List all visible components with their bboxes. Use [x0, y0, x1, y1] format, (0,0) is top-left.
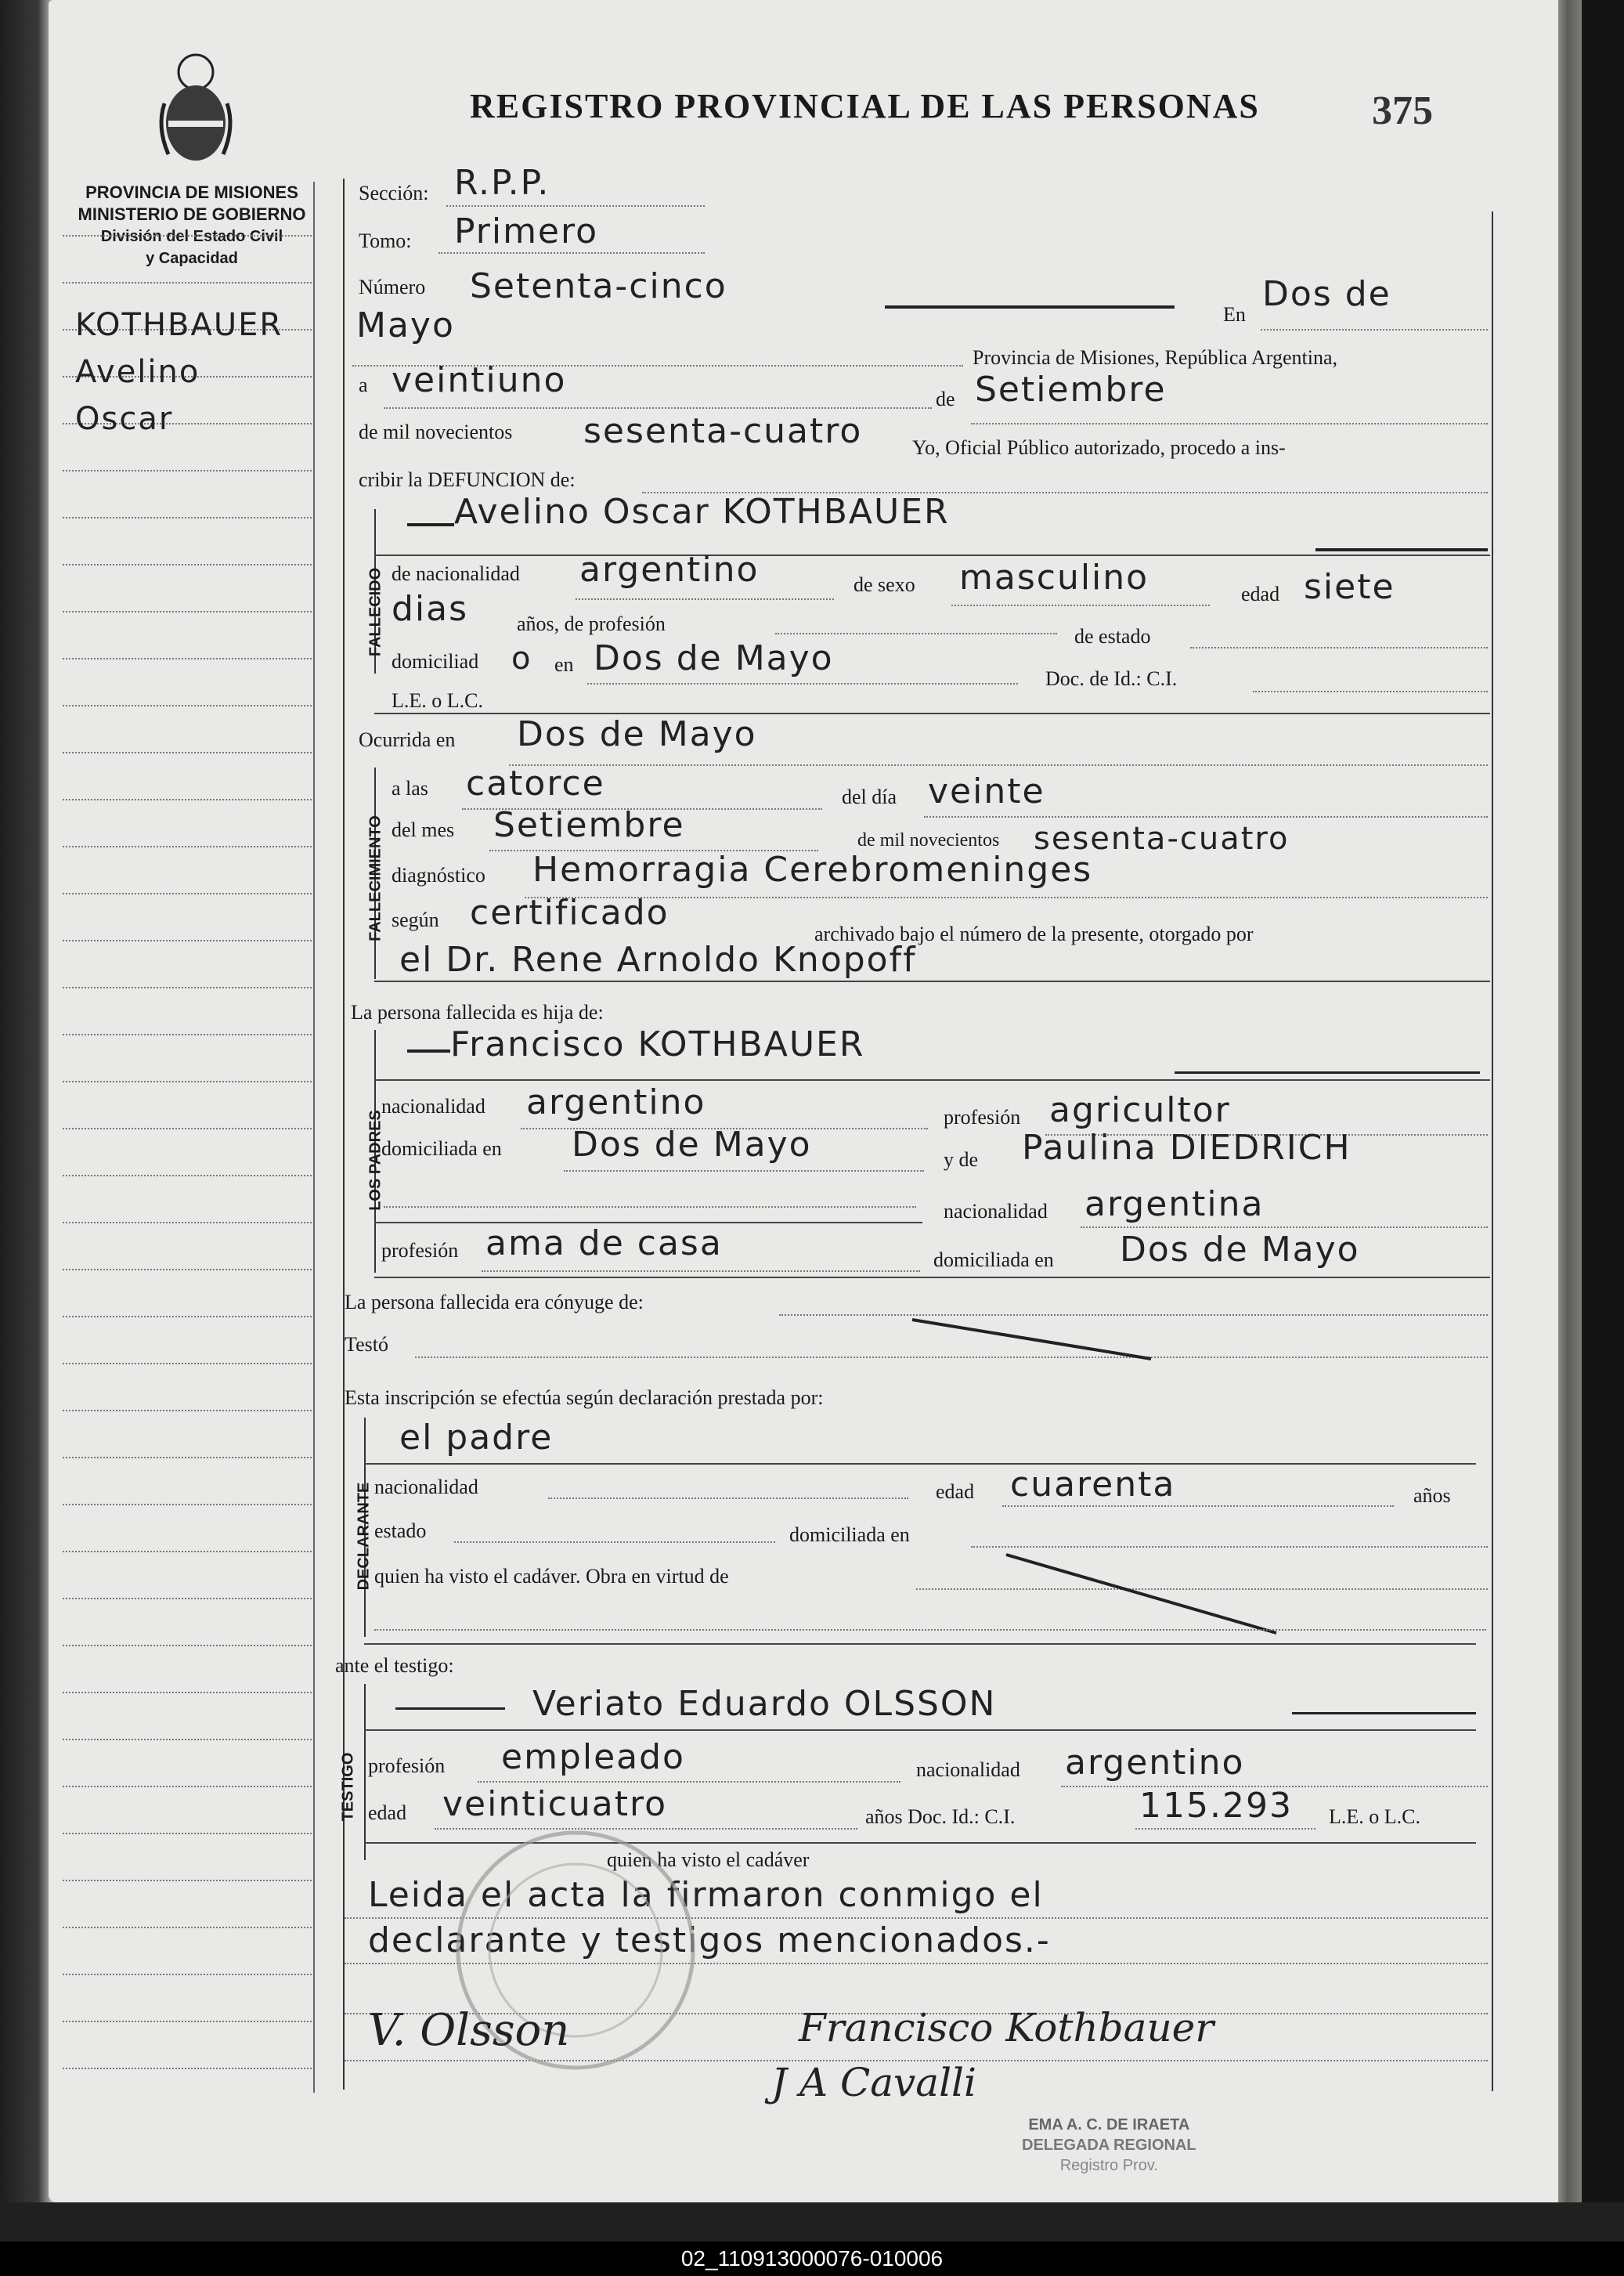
margin-note-firstname: Avelino — [75, 354, 200, 390]
margin-rule — [63, 987, 312, 988]
margin-note-middlename: Oscar — [75, 401, 174, 437]
margin-rule — [63, 235, 312, 237]
margin-rule — [63, 1175, 312, 1176]
margin-rule — [63, 564, 312, 565]
closing-line-1: Leida el acta la firmaron conmigo el — [368, 1875, 1044, 1915]
value-testigo: Veriato Eduardo OLSSON — [532, 1684, 997, 1724]
value-testigo-ci: 115.293 — [1139, 1786, 1293, 1826]
label-a: a — [359, 374, 368, 396]
tomo-line — [438, 252, 705, 254]
margin-divider — [313, 182, 315, 2093]
label-testigo-profesion: profesión — [368, 1754, 446, 1777]
del-dia-line — [924, 816, 1488, 818]
margin-rule — [63, 1128, 312, 1129]
margin-rule — [63, 1316, 312, 1317]
margin-rule — [63, 1034, 312, 1035]
a-line — [384, 407, 932, 409]
officer-stamp-line-1: EMA A. C. DE IRAETA — [1028, 2116, 1190, 2133]
issuer-line-4: y Capacidad — [146, 250, 238, 267]
value-madre-domicilio: Dos de Mayo — [1120, 1230, 1360, 1270]
label-madre-nacionalidad: nacionalidad — [944, 1200, 1048, 1223]
margin-rule — [63, 1974, 312, 1975]
value-padre: Francisco KOTHBAUER — [450, 1024, 865, 1064]
value-de-mes: Setiembre — [975, 370, 1167, 410]
testigo-ci-line — [1135, 1828, 1315, 1830]
testigo-dash — [395, 1707, 505, 1710]
label-testo: Testó — [345, 1333, 388, 1356]
label-hija-de: La persona fallecida es hija de: — [351, 1001, 604, 1024]
label-en-dom: en — [554, 653, 574, 676]
label-ante-testigo: ante el testigo: — [335, 1654, 454, 1677]
value-en: Dos de — [1262, 274, 1391, 314]
label-declarante-estado: estado — [374, 1519, 427, 1542]
padre-dash — [407, 1049, 450, 1053]
label-cribir: cribir la DEFUNCION de: — [359, 468, 576, 491]
value-padre-nacionalidad: argentino — [526, 1082, 706, 1122]
value-de-mil: sesenta-cuatro — [583, 411, 863, 451]
value-madre-nacionalidad: argentina — [1084, 1184, 1265, 1224]
de-mes-line — [971, 423, 1488, 424]
issuer-line-2: MINISTERIO DE GOBIERNO — [78, 204, 306, 224]
label-padre-profesion: profesión — [944, 1106, 1021, 1129]
label-le-lc: L.E. o L.C. — [392, 689, 483, 712]
folio-number: 375 — [1372, 89, 1433, 133]
declarante-edad-line — [1002, 1505, 1394, 1507]
coat-of-arms-icon — [153, 49, 239, 166]
label-y-de: y de — [944, 1148, 979, 1171]
value-ocurrida: Dos de Mayo — [517, 714, 757, 754]
closing-line-2: declarante y testigos mencionados.- — [368, 1920, 1051, 1960]
label-yo: Yo, Oficial Público autorizado, procedo a ins- — [912, 436, 1286, 459]
label-de-mil: de mil novecientos — [359, 421, 513, 443]
margin-rule — [63, 517, 312, 518]
madre-profesion-line — [482, 1270, 920, 1272]
value-numero: Setenta-cinco — [470, 266, 727, 306]
margin-rule — [63, 940, 312, 941]
value-declarante: el padre — [399, 1418, 554, 1458]
margin-rule — [63, 1269, 312, 1270]
label-conyuge: La persona fallecida era cónyuge de: — [345, 1291, 644, 1313]
margin-rule — [63, 1786, 312, 1787]
value-edad: siete — [1304, 567, 1395, 607]
margin-rule — [63, 893, 312, 894]
margin-rule — [63, 470, 312, 471]
margin-rule — [63, 752, 312, 753]
nombre-dash — [407, 523, 454, 526]
value-testigo-edad: veinticuatro — [442, 1784, 668, 1824]
label-seccion: Sección: — [359, 182, 429, 204]
book-left-edge — [0, 0, 55, 2202]
margin-rule — [63, 658, 312, 659]
side-label-fallecido: FALLECIDO — [366, 567, 384, 657]
signature-oficial: J A Cavalli — [771, 2060, 977, 2105]
declarante-blank-line — [374, 1629, 1486, 1631]
value-padre-domicilio: Dos de Mayo — [572, 1125, 812, 1165]
label-madre-domiciliada: domiciliada en — [933, 1248, 1054, 1271]
book-spine — [1558, 0, 1582, 2202]
label-declarante-nacionalidad: nacionalidad — [374, 1476, 478, 1498]
domicilio-line — [587, 683, 1018, 685]
label-de-mil-nov: de mil novecientos — [857, 830, 1000, 851]
label-testigo-le: L.E. o L.C. — [1329, 1805, 1420, 1828]
margin-rule — [63, 1692, 312, 1693]
value-seccion: R.P.P. — [454, 163, 550, 203]
estado-line — [1190, 647, 1488, 648]
label-testigo-nacionalidad: nacionalidad — [916, 1758, 1020, 1781]
margin-rule — [63, 1927, 312, 1928]
declarante-top-rule — [364, 1463, 1476, 1465]
label-de: de — [936, 388, 955, 410]
margin-note-surname: KOTHBAUER — [75, 307, 283, 343]
value-madre-profesion: ama de casa — [485, 1223, 723, 1263]
officer-stamp-line-2: DELEGADA REGIONAL — [1022, 2137, 1196, 2154]
margin-rule — [63, 1457, 312, 1458]
value-declarante-edad: cuarenta — [1010, 1465, 1176, 1505]
label-segun: según — [392, 909, 439, 931]
label-padre-nacionalidad: nacionalidad — [381, 1095, 485, 1118]
margin-rule — [63, 2021, 312, 2022]
value-del-dia: veinte — [928, 771, 1045, 811]
ocurrida-line — [509, 764, 1488, 766]
label-doc-id: Doc. de Id.: C.I. — [1045, 667, 1178, 690]
form-right-border — [1492, 211, 1493, 2091]
label-declarante-anos: años — [1413, 1484, 1451, 1507]
label-de-estado: de estado — [1074, 625, 1151, 648]
registry-title: REGISTRO PROVINCIAL DE LAS PERSONAS — [470, 87, 1260, 125]
issuer-line-3: División del Estado Civil — [100, 228, 283, 245]
value-a: veintiuno — [392, 360, 567, 400]
margin-rule — [63, 705, 312, 706]
margin-rule — [63, 1598, 312, 1599]
image-identifier: 02_110913000076-010006 — [0, 2242, 1624, 2276]
testigo-bracket — [364, 1684, 366, 1860]
value-segun: certificado — [470, 893, 669, 933]
label-en: En — [1223, 303, 1246, 326]
label-diagnostico: diagnóstico — [392, 864, 485, 887]
nacionalidad-line — [576, 598, 834, 600]
sexo-line — [951, 605, 1210, 606]
value-testigo-profesion: empleado — [501, 1737, 685, 1777]
numero-strike — [885, 305, 1175, 309]
value-del-mes: Setiembre — [493, 805, 685, 845]
padre-strike — [1175, 1071, 1480, 1074]
label-archivado: archivado bajo el número de la presente, otorgado por — [814, 923, 1254, 945]
margin-rule — [63, 611, 312, 612]
margin-rule — [63, 2068, 312, 2069]
margin-rule — [63, 282, 312, 284]
value-en-cont: Mayo — [356, 305, 455, 345]
side-label-declarante: DECLARANTE — [355, 1482, 373, 1591]
margin-rule — [63, 799, 312, 800]
madre-nacionalidad-line — [1081, 1227, 1488, 1228]
padres-bottom-rule — [374, 1277, 1490, 1278]
margin-rule — [63, 1739, 312, 1740]
margin-rule — [63, 1551, 312, 1552]
declarante-nacionalidad-line — [548, 1497, 908, 1499]
profesion-line — [775, 633, 1057, 634]
testigo-strike — [1292, 1712, 1476, 1714]
label-numero: Número — [359, 276, 426, 298]
declarante-bottom-rule — [364, 1643, 1476, 1645]
issuer-line-1: PROVINCIA DE MISIONES — [85, 182, 298, 202]
label-declarante-edad: edad — [936, 1480, 975, 1503]
label-nacionalidad: de nacionalidad — [392, 562, 520, 585]
label-provincia: Provincia de Misiones, República Argentina, — [973, 346, 1337, 369]
value-testigo-nacionalidad: argentino — [1065, 1743, 1245, 1783]
label-declarante-cadaver: quien ha visto el cadáver. Obra en virtud de — [374, 1565, 729, 1588]
value-nacionalidad: argentino — [579, 550, 760, 590]
officer-stamp — [1022, 2115, 1196, 2176]
testigo-profesion-line — [478, 1781, 900, 1783]
margin-rule — [63, 846, 312, 847]
margin-rule — [63, 1833, 312, 1834]
testigo-top-rule — [364, 1729, 1476, 1731]
label-madre-profesion: profesión — [381, 1239, 459, 1262]
nombre-strike — [1315, 548, 1488, 551]
label-declarante-domiciliada: domiciliada en — [789, 1523, 910, 1546]
label-edad: edad — [1241, 583, 1280, 605]
label-del-dia: del día — [842, 786, 897, 808]
side-label-testigo: TESTIGO — [339, 1752, 357, 1822]
issuer-block — [59, 182, 325, 269]
value-domiciliad-suffix: o — [511, 641, 532, 677]
label-a-las: a las — [392, 777, 428, 800]
side-label-padres: LOS PADRES — [366, 1110, 384, 1211]
margin-rule — [63, 1081, 312, 1082]
label-ocurrida: Ocurrida en — [359, 728, 456, 751]
doc-id-line — [1253, 691, 1488, 692]
label-inscripcion: Esta inscripción se efectúa según declaración prestada por: — [345, 1386, 824, 1409]
value-domicilio: Dos de Mayo — [594, 638, 834, 678]
value-padre-profesion: agricultor — [1049, 1090, 1231, 1130]
en-line — [1261, 329, 1488, 331]
margin-rule — [63, 1504, 312, 1505]
signature-declarante: Francisco Kothbauer — [799, 2005, 1214, 2050]
margin-rule — [63, 1410, 312, 1411]
margin-rule — [63, 1645, 312, 1646]
label-tomo: Tomo: — [359, 229, 412, 252]
label-testigo-edad: edad — [368, 1801, 407, 1824]
value-medico: el Dr. Rene Arnoldo Knopoff — [399, 940, 917, 980]
value-sexo: masculino — [959, 558, 1149, 598]
value-anio: sesenta-cuatro — [1034, 821, 1290, 857]
officer-stamp-line-3: Registro Prov. — [1059, 2157, 1158, 2174]
label-del-mes: del mes — [392, 818, 455, 841]
label-padre-domiciliada: domiciliada en — [381, 1137, 502, 1160]
seccion-line — [446, 205, 705, 207]
padres-top-rule — [374, 1079, 1490, 1081]
label-testigo-anos-doc: años Doc. Id.: C.I. — [865, 1805, 1016, 1828]
declarante-estado-line — [454, 1541, 775, 1543]
padre-domicilio-line — [564, 1170, 924, 1172]
value-diagnostico: Hemorragia Cerebromeninges — [532, 850, 1093, 890]
value-madre: Paulina DIEDRICH — [1022, 1128, 1352, 1168]
label-testigo-cadaver: quien ha visto el cadáver — [607, 1848, 810, 1871]
bottom-shadow — [0, 2202, 1624, 2242]
label-domiciliad: domiciliad — [392, 650, 479, 673]
value-edad-2: dias — [392, 589, 469, 629]
signature-testigo: V. Olsson — [368, 2005, 570, 2056]
padres-blank-line — [384, 1206, 916, 1208]
testo-strike — [908, 1312, 1159, 1367]
value-tomo: Primero — [454, 211, 599, 251]
fallecimiento-bottom-rule — [374, 981, 1490, 982]
margin-rule — [63, 1880, 312, 1881]
obra-strike — [1002, 1547, 1284, 1641]
value-nombre: Avelino Oscar KOTHBAUER — [454, 492, 950, 532]
value-a-las: catorce — [466, 764, 605, 804]
label-sexo: de sexo — [854, 573, 915, 596]
label-anos-profesion: años, de profesión — [517, 612, 666, 635]
margin-rule — [63, 1363, 312, 1364]
margin-rule — [63, 1222, 312, 1223]
side-label-fallecimiento: FALLECIMIENTO — [366, 815, 384, 941]
fallecido-top-rule — [374, 555, 1490, 556]
